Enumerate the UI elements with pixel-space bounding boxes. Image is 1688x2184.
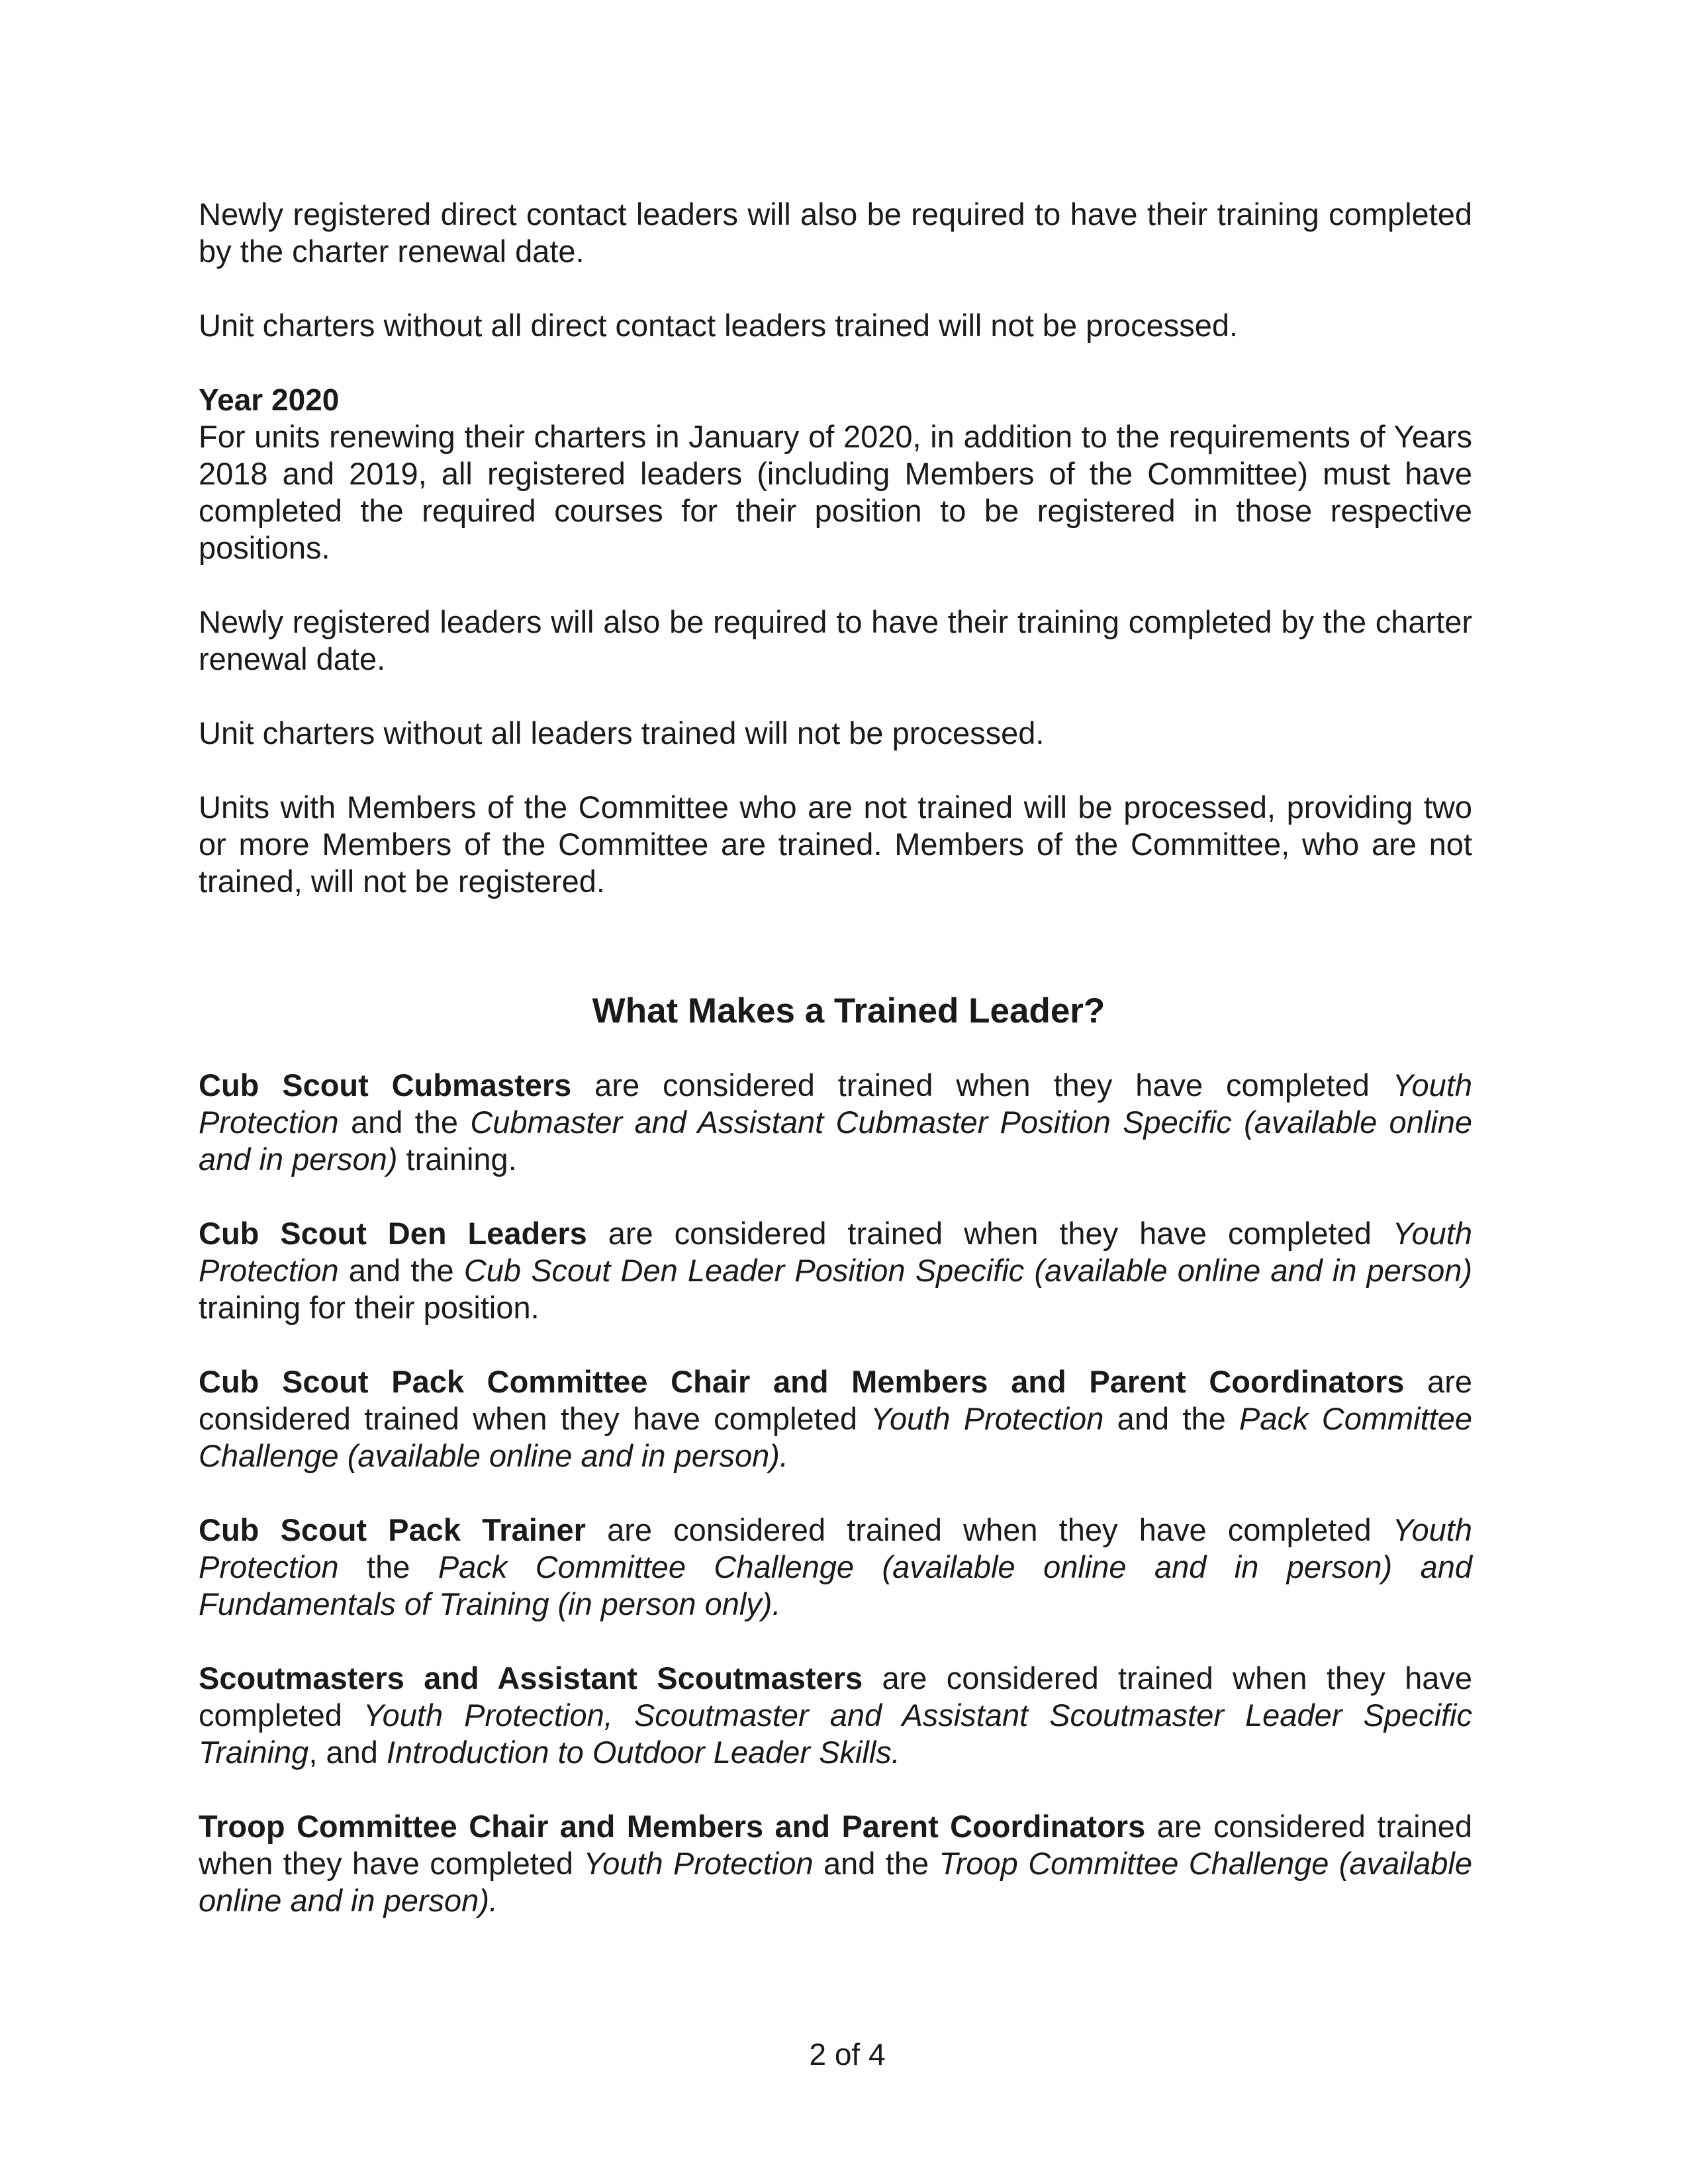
intro-paragraph-1: Newly registered direct contact leaders will also be required to have their training completed by the charter renewal date. — [199, 197, 1472, 269]
course-name: Pack Committee Challenge (available online and in person) and Fundamentals of Training (in person only). — [199, 1549, 1473, 1621]
course-name: Troop Committee Challenge (available online and in person). — [199, 1846, 1472, 1918]
text-run: and the — [813, 1846, 939, 1881]
course-name: Youth Protection — [199, 1068, 1473, 1140]
course-name: Youth Protection — [583, 1846, 814, 1881]
text-run: the — [338, 1549, 438, 1584]
course-name: Youth Protection — [199, 1512, 1472, 1584]
course-name: Cubmaster and Assistant Cubmaster Position Specific (available online and in person) — [199, 1105, 1472, 1177]
scoutmasters-paragraph — [199, 1660, 1472, 1771]
intro-paragraph-2: Unit charters without all direct contact leaders trained will not be processed. — [199, 308, 1239, 343]
course-name: Introduction to Outdoor Leader Skills. — [386, 1735, 900, 1770]
troop-committee-paragraph — [199, 1808, 1472, 1919]
text-run: are considered trained when they have completed — [199, 1809, 1473, 1881]
course-name: Youth Protection — [199, 1216, 1472, 1288]
text-run: and the — [338, 1105, 471, 1140]
text-run: are considered trained when they have completed — [586, 1216, 1393, 1251]
text-run: are considered trained when they have completed — [199, 1661, 1472, 1733]
course-name: Cub Scout Den Leader Position Specific (available online and in person) — [463, 1253, 1472, 1288]
year-2020-paragraph-4: Units with Members of the Committee who are not trained will be processed, providing two or more Members of the Committee are trained. Members of the Committee, who are not trained, will not be registered. — [199, 790, 1472, 899]
role-name: Scoutmasters and Assistant Scoutmasters — [199, 1661, 863, 1696]
role-name: Cub Scout Den Leaders — [199, 1216, 587, 1251]
den-leaders-paragraph — [199, 1215, 1472, 1326]
year-2020-paragraph-2: Newly registered leaders will also be required to have their training completed by the charter renewal date. — [199, 604, 1472, 676]
text-run: , and — [308, 1735, 387, 1770]
role-name: Cub Scout Pack Trainer — [199, 1512, 586, 1547]
document-page — [199, 196, 1472, 1919]
text-run: and the — [1103, 1401, 1239, 1436]
role-name: Cub Scout Pack Committee Chair and Members and Parent Coordinators — [199, 1364, 1405, 1399]
pack-committee-paragraph — [199, 1363, 1472, 1475]
role-name: Troop Committee Chair and Members and Parent Coordinators — [199, 1809, 1146, 1844]
text-run: training. — [397, 1142, 517, 1177]
section-title: What Makes a Trained Leader? — [592, 991, 1105, 1030]
page-number: 2 of 4 — [809, 2037, 886, 2071]
course-name: Youth Protection — [870, 1401, 1104, 1436]
year-2020-paragraph-3: Unit charters without all leaders trained will not be processed. — [199, 715, 1045, 751]
course-name: Youth Protection, Scoutmaster and Assistant Scoutmaster Leader Specific Training — [199, 1698, 1473, 1770]
text-run: are considered trained when they have completed — [585, 1512, 1393, 1547]
year-2020-heading: Year 2020 — [199, 383, 340, 417]
role-name: Cub Scout Cubmasters — [199, 1068, 572, 1103]
text-run: and the — [338, 1253, 464, 1288]
text-run: are considered trained when they have completed — [199, 1364, 1472, 1436]
pack-trainer-paragraph — [199, 1512, 1472, 1623]
cubmasters-paragraph — [199, 1067, 1472, 1178]
year-2020-paragraph-1: For units renewing their charters in January of 2020, in addition to the requirements of Years 2018 and 2019, all registered leaders (including Members of the Committee) must have completed the required courses for their position to be registered in those respective positions. — [199, 419, 1472, 565]
text-run: are considered trained when they have completed — [571, 1068, 1393, 1103]
text-run: training for their position. — [199, 1290, 539, 1325]
course-name: Pack Committee Challenge (available online and in person). — [199, 1401, 1472, 1473]
